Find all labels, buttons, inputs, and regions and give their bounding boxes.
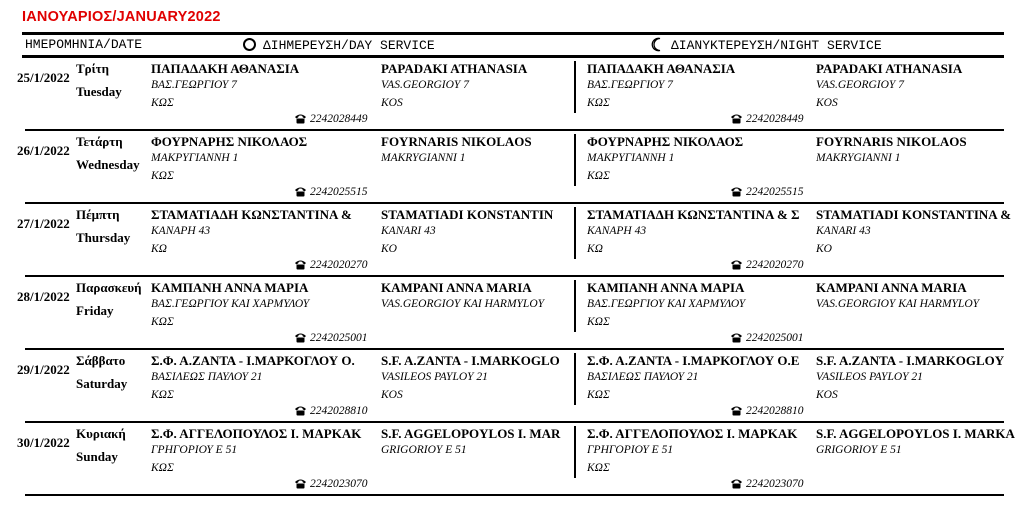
weekday-gr: Πέμπτη: [76, 207, 120, 222]
day-phone-number: 2242025515: [310, 186, 368, 198]
page-title: ΙΑΝΟΥΑΡΙΟΣ/JANUARY2022: [22, 9, 221, 25]
weekday-en: Thursday: [76, 230, 131, 245]
night-pharmacy-name-gr: ΚΑΜΠΑΝΗ ΑΝΝΑ ΜΑΡΙΑ: [587, 280, 745, 295]
phone-icon: [294, 259, 307, 270]
weekday-gr: Τρίτη: [76, 61, 110, 76]
day-phone: [294, 478, 368, 490]
night-city-gr: ΚΩΣ: [587, 389, 610, 401]
weekday-en: Sunday: [76, 449, 118, 464]
night-phone-number: 2242023070: [746, 478, 804, 490]
phone-icon: [294, 478, 307, 489]
night-city-gr: ΚΩΣ: [587, 462, 610, 474]
date: 30/1/2022: [17, 435, 70, 450]
day-pharmacy-name-gr: ΠΑΠΑΔΑΚΗ ΑΘΑΝΑΣΙΑ: [151, 61, 300, 76]
top-rule: [22, 32, 1004, 35]
schedule-row: [0, 58, 1029, 131]
day-city-gr: ΚΩΣ: [151, 389, 174, 401]
night-city-gr: ΚΩ: [587, 243, 603, 255]
date: 26/1/2022: [17, 143, 70, 158]
moon-icon: [650, 37, 665, 52]
schedule-row: [0, 423, 1029, 496]
weekday-en: Saturday: [76, 376, 128, 391]
date: 29/1/2022: [17, 362, 70, 377]
day-phone: [294, 113, 368, 125]
day-phone-number: 2242028449: [310, 113, 368, 125]
day-city-en: KOS: [381, 97, 403, 109]
day-pharmacy-name-gr: Σ.Φ. Α.ΖΑΝΤΑ - Ι.ΜΑΡΚΟΓΛΟΥ Ο.: [151, 353, 355, 368]
day-phone-number: 2242023070: [310, 478, 368, 490]
day-city-en: KO: [381, 243, 397, 255]
column-divider: [574, 61, 576, 113]
night-address-en: MAKRYGIANNI 1: [816, 152, 901, 164]
weekday-gr: Κυριακή: [76, 426, 126, 441]
day-city-gr: ΚΩΣ: [151, 97, 174, 109]
night-address-gr: ΒΑΣ.ΓΕΩΡΓΙΟΥ 7: [587, 79, 673, 91]
night-city-en: KO: [816, 243, 832, 255]
column-divider: [574, 134, 576, 186]
header-day-service: [242, 37, 435, 53]
day-address-gr: ΒΑΣ.ΓΕΩΡΓΙΟΥ 7: [151, 79, 237, 91]
night-phone-number: 2242025515: [746, 186, 804, 198]
day-pharmacy-name-en: FOYRNARIS NIKOLAOS: [381, 134, 532, 149]
date: 27/1/2022: [17, 216, 70, 231]
schedule-row: [0, 277, 1029, 350]
night-pharmacy-name-en: S.F. AGGELOPOYLOS I. MARKA: [816, 426, 1015, 441]
day-pharmacy-name-en: KAMPANI ANNA MARIA: [381, 280, 532, 295]
night-phone: [730, 113, 804, 125]
day-address-gr: ΒΑΣ.ΓΕΩΡΓΙΟΥ ΚΑΙ ΧΑΡΜΥΛΟΥ: [151, 298, 310, 310]
header-night-service: [650, 37, 882, 53]
weekday-en: Friday: [76, 303, 114, 318]
night-phone: [730, 478, 804, 490]
phone-icon: [294, 186, 307, 197]
day-city-gr: ΚΩΣ: [151, 170, 174, 182]
night-pharmacy-name-gr: ΣΤΑΜΑΤΙΑΔΗ ΚΩΝΣΤΑΝΤΙΝΑ & Σ: [587, 207, 800, 222]
date: 28/1/2022: [17, 289, 70, 304]
night-pharmacy-name-gr: Σ.Φ. ΑΓΓΕΛΟΠΟΥΛΟΣ Ι. ΜΑΡΚΑΚ: [587, 426, 798, 441]
weekday-gr: Παρασκευή: [76, 280, 142, 295]
day-city-gr: ΚΩΣ: [151, 316, 174, 328]
day-phone-number: 2242020270: [310, 259, 368, 271]
night-address-gr: ΓΡΗΓΟΡΙΟΥ Ε 51: [587, 444, 674, 456]
night-pharmacy-name-en: KAMPANI ANNA MARIA: [816, 280, 967, 295]
night-phone-number: 2242020270: [746, 259, 804, 271]
schedule-row: [0, 350, 1029, 423]
weekday-en: Tuesday: [76, 84, 122, 99]
sun-icon: [242, 37, 257, 52]
night-city-gr: ΚΩΣ: [587, 316, 610, 328]
day-pharmacy-name-gr: ΚΑΜΠΑΝΗ ΑΝΝΑ ΜΑΡΙΑ: [151, 280, 309, 295]
schedule-row: [0, 204, 1029, 277]
day-address-gr: ΚΑΝΑΡΗ 43: [151, 225, 211, 237]
night-address-en: VASILEOS PAYLOY 21: [816, 371, 923, 383]
night-phone: [730, 332, 804, 344]
night-address-gr: ΒΑΣ.ΓΕΩΡΓΙΟΥ ΚΑΙ ΧΑΡΜΥΛΟΥ: [587, 298, 746, 310]
date: 25/1/2022: [17, 70, 70, 85]
day-address-en: VASILEOS PAYLOY 21: [381, 371, 488, 383]
night-city-en: KOS: [816, 389, 838, 401]
day-pharmacy-name-gr: ΣΤΑΜΑΤΙΑΔΗ ΚΩΝΣΤΑΝΤΙΝΑ &: [151, 207, 352, 222]
day-phone: [294, 405, 368, 417]
night-city-gr: ΚΩΣ: [587, 170, 610, 182]
day-pharmacy-name-en: STAMATIADI KONSTANTIN: [381, 207, 554, 222]
day-address-gr: ΒΑΣΙΛΕΩΣ ΠΑΥΛΟΥ 21: [151, 371, 263, 383]
night-phone: [730, 405, 804, 417]
day-phone: [294, 332, 368, 344]
weekday-gr: Σάββατο: [76, 353, 126, 368]
phone-icon: [730, 259, 743, 270]
phone-icon: [730, 113, 743, 124]
night-address-gr: ΒΑΣΙΛΕΩΣ ΠΑΥΛΟΥ 21: [587, 371, 699, 383]
day-phone-number: 2242025001: [310, 332, 368, 344]
day-phone-number: 2242028810: [310, 405, 368, 417]
column-divider: [574, 280, 576, 332]
day-pharmacy-name-en: S.F. AGGELOPOYLOS I. MAR: [381, 426, 561, 441]
column-divider: [574, 207, 576, 259]
column-divider: [574, 353, 576, 405]
header-date: ΗΜΕΡΟΜΗΝΙΑ/DATE: [25, 37, 143, 52]
night-city-gr: ΚΩΣ: [587, 97, 610, 109]
night-phone-number: 2242028810: [746, 405, 804, 417]
day-address-en: VAS.GEORGIOY KAI HARMYLOY: [381, 298, 545, 310]
night-address-gr: ΜΑΚΡΥΓΙΑΝΝΗ 1: [587, 152, 675, 164]
day-pharmacy-name-gr: ΦΟΥΡΝΑΡΗΣ ΝΙΚΟΛΑΟΣ: [151, 134, 308, 149]
day-city-gr: ΚΩΣ: [151, 462, 174, 474]
night-phone: [730, 259, 804, 271]
day-address-en: KANARI 43: [381, 225, 436, 237]
night-address-en: KANARI 43: [816, 225, 871, 237]
day-phone: [294, 186, 368, 198]
night-pharmacy-name-en: STAMATIADI KONSTANTINA &: [816, 207, 1012, 222]
weekday-gr: Τετάρτη: [76, 134, 123, 149]
night-phone: [730, 186, 804, 198]
header-night-service-label: ΔΙΑΝΥΚΤΕΡΕΥΣΗ/NIGHT SERVICE: [671, 38, 882, 53]
phone-icon: [294, 405, 307, 416]
day-pharmacy-name-en: PAPADAKI ATHANASIA: [381, 61, 528, 76]
night-address-en: GRIGORIOY E 51: [816, 444, 902, 456]
row-separator: [25, 494, 1004, 496]
phone-icon: [730, 332, 743, 343]
schedule-row: [0, 131, 1029, 204]
day-pharmacy-name-en: S.F. A.ZANTA - I.MARKOGLO: [381, 353, 560, 368]
phone-icon: [730, 478, 743, 489]
night-pharmacy-name-en: FOYRNARIS NIKOLAOS: [816, 134, 967, 149]
phone-icon: [730, 405, 743, 416]
day-address-gr: ΜΑΚΡΥΓΙΑΝΝΗ 1: [151, 152, 239, 164]
day-address-en: MAKRYGIANNI 1: [381, 152, 466, 164]
night-pharmacy-name-gr: ΠΑΠΑΔΑΚΗ ΑΘΑΝΑΣΙΑ: [587, 61, 736, 76]
phone-icon: [294, 332, 307, 343]
weekday-en: Wednesday: [76, 157, 140, 172]
day-address-en: GRIGORIOY E 51: [381, 444, 467, 456]
night-address-gr: ΚΑΝΑΡΗ 43: [587, 225, 647, 237]
night-pharmacy-name-gr: Σ.Φ. Α.ΖΑΝΤΑ - Ι.ΜΑΡΚΟΓΛΟΥ Ο.Ε: [587, 353, 800, 368]
day-pharmacy-name-gr: Σ.Φ. ΑΓΓΕΛΟΠΟΥΛΟΣ Ι. ΜΑΡΚΑΚ: [151, 426, 362, 441]
night-city-en: KOS: [816, 97, 838, 109]
night-pharmacy-name-gr: ΦΟΥΡΝΑΡΗΣ ΝΙΚΟΛΑΟΣ: [587, 134, 744, 149]
day-address-en: VAS.GEORGIOY 7: [381, 79, 469, 91]
night-pharmacy-name-en: PAPADAKI ATHANASIA: [816, 61, 963, 76]
day-city-en: KOS: [381, 389, 403, 401]
night-pharmacy-name-en: S.F. A.ZANTA - I.MARKOGLOY: [816, 353, 1005, 368]
header-day-service-label: ΔΙΗΜΕΡΕΥΣΗ/DAY SERVICE: [263, 38, 435, 53]
phone-icon: [730, 186, 743, 197]
phone-icon: [294, 113, 307, 124]
night-address-en: VAS.GEORGIOY KAI HARMYLOY: [816, 298, 980, 310]
night-address-en: VAS.GEORGIOY 7: [816, 79, 904, 91]
night-phone-number: 2242028449: [746, 113, 804, 125]
day-city-gr: ΚΩ: [151, 243, 167, 255]
night-phone-number: 2242025001: [746, 332, 804, 344]
day-phone: [294, 259, 368, 271]
column-divider: [574, 426, 576, 478]
day-address-gr: ΓΡΗΓΟΡΙΟΥ Ε 51: [151, 444, 238, 456]
